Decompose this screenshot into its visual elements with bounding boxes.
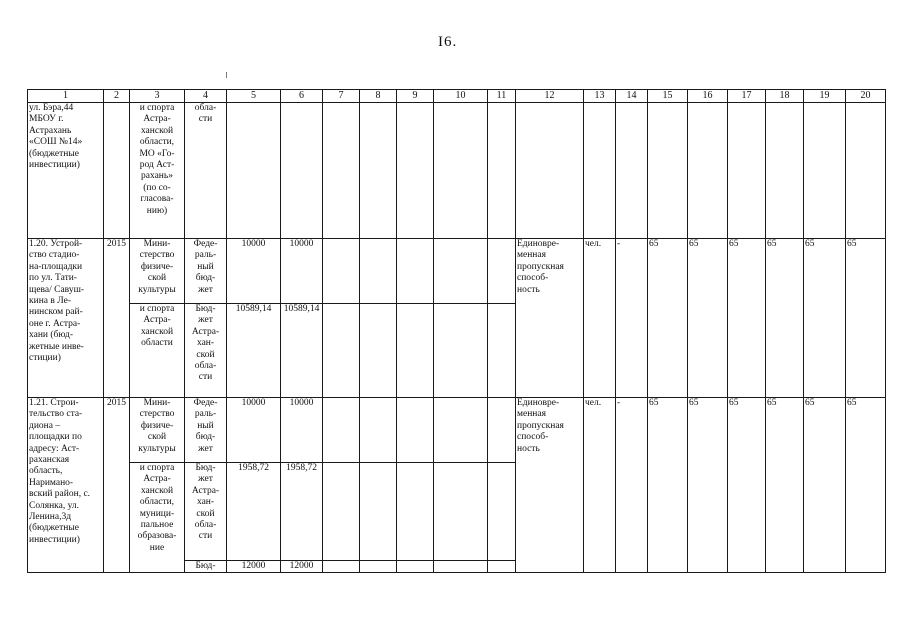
cont-source: обла- сти [185, 103, 227, 239]
row-1-20-indicator: Единовре- менная пропускная способ- ность [516, 239, 584, 398]
row-1-21-col6-local: 12000 [281, 561, 323, 573]
row-1-20-col20: 65 [846, 239, 886, 398]
row-1-21-col6-regional: 1958,72 [281, 463, 323, 561]
header-col-6: 6 [281, 90, 323, 103]
budget-table [27, 89, 886, 573]
row-1-20-unit: чел. [584, 239, 616, 398]
header-col-1: 1 [28, 90, 104, 103]
row-1-21-col5-federal: 10000 [227, 398, 281, 463]
table-row-continuation [28, 103, 886, 239]
row-1-21-col5-regional: 1958,72 [227, 463, 281, 561]
header-col-7: 7 [323, 90, 360, 103]
header-col-4: 4 [185, 90, 227, 103]
scan-artifact [226, 72, 227, 78]
cont-object-name: ул. Бэра,44 МБОУ г. Астрахань «СОШ №14» (бюджетные инвестиции) [28, 103, 104, 239]
row-1-20-col19: 65 [804, 239, 846, 398]
header-col-9: 9 [397, 90, 434, 103]
row-1-20-col14: - [616, 239, 648, 398]
row-1-21-unit: чел. [584, 398, 616, 573]
cont-year [104, 103, 130, 239]
header-col-17: 17 [728, 90, 766, 103]
header-col-16: 16 [688, 90, 728, 103]
row-1-21-col14: - [616, 398, 648, 573]
row-1-20-source-federal: Феде- раль- ный бюд- жет [185, 239, 227, 304]
header-col-5: 5 [227, 90, 281, 103]
header-col-18: 18 [766, 90, 804, 103]
header-col-8: 8 [360, 90, 397, 103]
header-col-12: 12 [516, 90, 584, 103]
row-1-20-executor-top: Мини- стерство физиче- ской культуры [130, 239, 185, 304]
row-1-21-year: 2015 [104, 398, 130, 573]
header-col-11: 11 [488, 90, 516, 103]
header-col-20: 20 [846, 90, 886, 103]
row-1-21-col19: 65 [804, 398, 846, 573]
header-col-2: 2 [104, 90, 130, 103]
header-row [28, 90, 886, 103]
row-1-21-source-local: Бюд- [185, 561, 227, 573]
row-1-21-col15: 65 [648, 398, 688, 573]
row-1-21-object-name: 1.21. Строи- тельство ста- диона – площадки по адресу: Аст- раханская область, Наримано- вский район, с. Солянка, ул. Ленина,3д (бюджетные инвестиции) [28, 398, 104, 573]
header-col-3: 3 [130, 90, 185, 103]
row-1-20-col6-federal: 10000 [281, 239, 323, 304]
row-1-20-col16: 65 [688, 239, 728, 398]
row-1-21-col18: 65 [766, 398, 804, 573]
row-1-20-col5-federal: 10000 [227, 239, 281, 304]
row-1-21-col16: 65 [688, 398, 728, 573]
row-1-21-col17: 65 [728, 398, 766, 573]
row-1-20-col18: 65 [766, 239, 804, 398]
page-number: I6. [438, 34, 458, 50]
row-1-20-col17: 65 [728, 239, 766, 398]
row-1-21-indicator: Единовре- менная пропускная способ- ность [516, 398, 584, 573]
header-col-13: 13 [584, 90, 616, 103]
header-col-14: 14 [616, 90, 648, 103]
row-1-20-year: 2015 [104, 239, 130, 398]
header-col-10: 10 [434, 90, 488, 103]
row-1-20-object-name: 1.20. Устрой- ство стадио- на-площадки по ул. Тати- щева/ Савуш- кина в Ле- нинском рай- оне г. Астра- хани (бюд- жетные инве- стиции) [28, 239, 104, 398]
row-1-21-executor-bottom: и спорта Астра- ханской области, муници- пальное образова- ние [130, 463, 185, 573]
row-1-21-col20: 65 [846, 398, 886, 573]
cont-executor: и спорта Астра- ханской области, МО «Го- род Аст- рахань» (по со- гласова- нию) [130, 103, 185, 239]
row-1-20-col15: 65 [648, 239, 688, 398]
row-1-21-source-federal: Феде- раль- ный бюд- жет [185, 398, 227, 463]
row-1-21-source-regional: Бюд- жет Астра- хан- ской обла- сти [185, 463, 227, 561]
header-col-15: 15 [648, 90, 688, 103]
row-1-20-col5-regional: 10589,14 [227, 304, 281, 398]
row-1-20-source-regional: Бюд- жет Астра- хан- ской обла- сти [185, 304, 227, 398]
row-1-20-executor-bottom: и спорта Астра- ханской области [130, 304, 185, 398]
header-col-19: 19 [804, 90, 846, 103]
table-row-1-21 [28, 398, 886, 463]
table-row-1-20 [28, 239, 886, 304]
row-1-21-executor-top: Мини- стерство физиче- ской культуры [130, 398, 185, 463]
row-1-21-col5-local: 12000 [227, 561, 281, 573]
row-1-21-col6-federal: 10000 [281, 398, 323, 463]
row-1-20-col6-regional: 10589,14 [281, 304, 323, 398]
